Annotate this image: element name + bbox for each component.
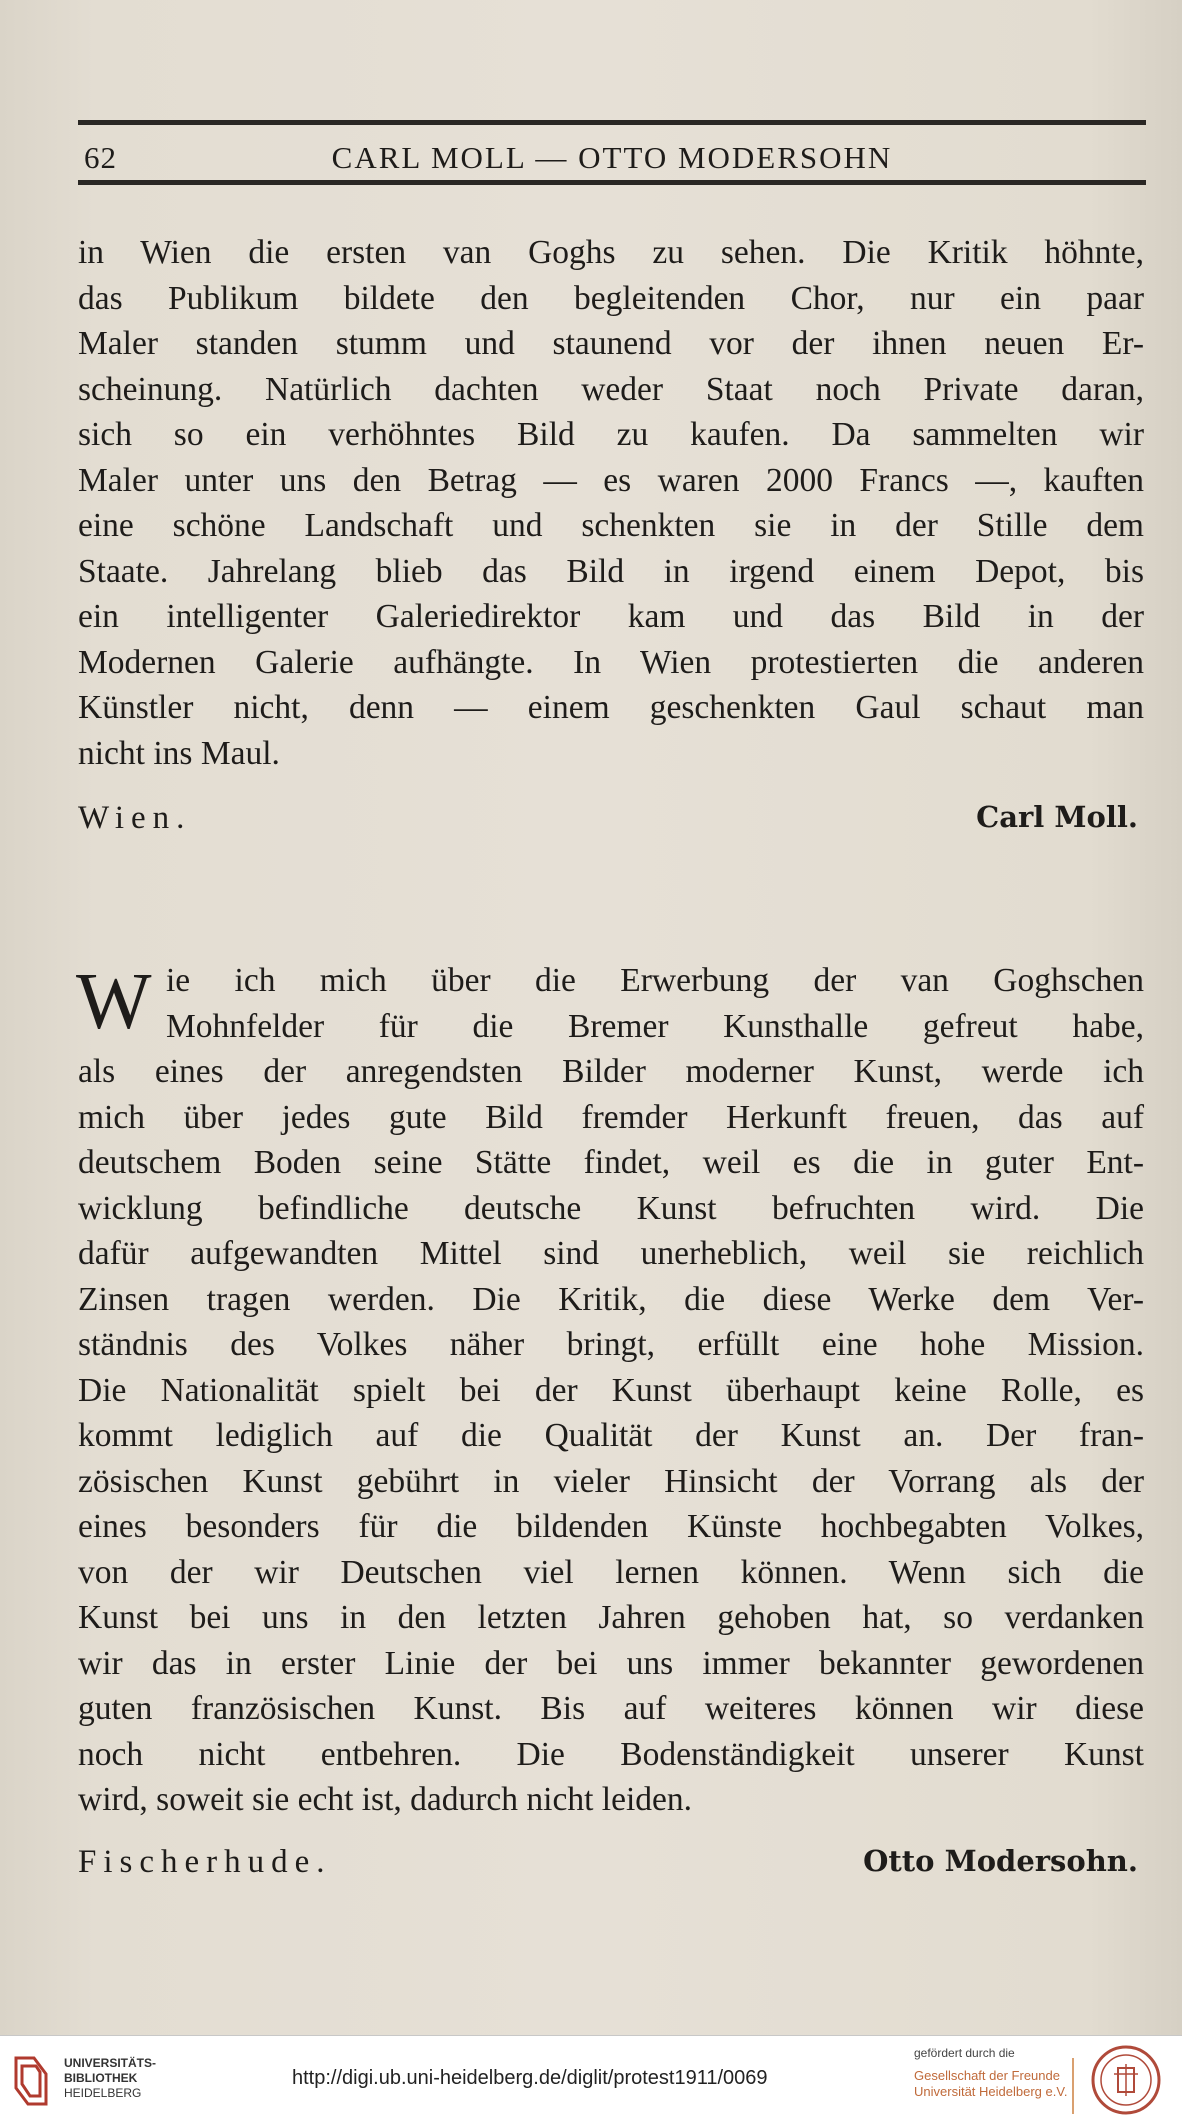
letter-carl-moll — [78, 230, 1144, 776]
signature-row-carl-moll — [78, 800, 1144, 850]
text-line: Kunst bei uns in den letzten Jahren gehoben hat, so verdanken — [78, 1599, 1144, 1636]
sponsor-divider — [1072, 2058, 1074, 2114]
source-url-link[interactable]: http://digi.ub.uni-heidelberg.de/diglit/protest1911/0069 — [292, 2067, 768, 2089]
text-line: dafür aufgewandten Mittel sind unerheblich, weil sie reichlich — [78, 1235, 1144, 1272]
text-line: Maler unter uns den Betrag — es waren 2000 Francs —, kauften — [78, 461, 1144, 499]
text-line: Mohnfelder für die Bremer Kunsthalle gefreut habe, — [166, 1007, 1144, 1045]
header-rule-top — [78, 120, 1146, 125]
signature-row-otto-modersohn — [78, 1844, 1144, 1894]
running-title: CARL MOLL — OTTO MODERSOHN — [331, 140, 893, 175]
text-line: wir das in erster Linie der bei uns immer bekannter gewordenen — [78, 1644, 1144, 1682]
text-line: Zinsen tragen werden. Die Kritik, die diese Werke dem Ver- — [78, 1280, 1144, 1318]
place-name: Fischerhude. — [78, 1844, 332, 1880]
text-line: wicklung befindliche deutsche Kunst befruchten wird. Die — [78, 1189, 1144, 1227]
text-line: deutschem Boden seine Stätte findet, weil es die in guter Ent- — [78, 1144, 1144, 1181]
text-line: als eines der anregendsten Bilder moderner Kunst, werde ich — [78, 1053, 1144, 1090]
drop-cap: W — [76, 958, 152, 1046]
text-line: das Publikum bildete den begleitenden Chor, nur ein paar — [78, 279, 1144, 317]
text-line: in Wien die ersten van Goghs zu sehen. Die Kritik höhnte, — [78, 234, 1144, 271]
place-name: Wien. — [78, 800, 192, 836]
header-rule-bottom — [78, 180, 1146, 185]
text-line: mich über jedes gute Bild fremder Herkunft freuen, das auf — [78, 1098, 1144, 1136]
letter-otto-modersohn — [78, 958, 1144, 1823]
text-line: noch nicht entbehren. Die Bodenständigkeit unserer Kunst — [78, 1735, 1144, 1773]
text-line: eine schöne Landschaft und schenkten sie in der Stille dem — [78, 507, 1144, 544]
university-seal-icon — [1090, 2044, 1162, 2116]
text-line: kommt lediglich auf die Qualität der Kunst an. Der fran- — [78, 1417, 1144, 1454]
text-line: eines besonders für die bildenden Künste hochbegabten Volkes, — [78, 1508, 1144, 1545]
text-line: ein intelligenter Galeriedirektor kam und das Bild in der — [78, 598, 1144, 635]
digitization-footer — [0, 2035, 1182, 2123]
author-signature: Otto Modersohn. — [863, 1844, 1138, 1878]
text-line: von der wir Deutschen viel lernen können. Wenn sich die — [78, 1553, 1144, 1591]
text-line: Modernen Galerie aufhängte. In Wien protestierten die anderen — [78, 643, 1144, 681]
text-line: Künstler nicht, denn — einem geschenkten Gaul schaut man — [78, 689, 1144, 726]
text-line: nicht ins Maul. — [78, 734, 280, 772]
text-line: Die Nationalität spielt bei der Kunst überhaupt keine Rolle, es — [78, 1371, 1144, 1409]
author-signature: Carl Moll. — [976, 800, 1138, 834]
text-line: ständnis des Volkes näher bringt, erfüllt eine hohe Mission. — [78, 1326, 1144, 1363]
text-line: W ie ich mich über die Erwerbung der van Goghschen — [76, 958, 1144, 1046]
ub-heidelberg-logo-icon — [10, 2052, 52, 2110]
library-name: UNIVERSITÄTS- BIBLIOTHEK HEIDELBERG — [64, 2056, 157, 2100]
text-line: wird, soweit sie echt ist, dadurch nicht leiden. — [78, 1781, 693, 1818]
text-line: scheinung. Natürlich dachten weder Staat noch Private daran, — [78, 370, 1144, 408]
sponsor-note: gefördert durch die Gesellschaft der Freunde Universität Heidelberg e.V. — [914, 2046, 1068, 2099]
text-line: zösischen Kunst gebührt in vieler Hinsicht der Vorrang als der — [78, 1462, 1144, 1500]
text-line: Maler standen stumm und staunend vor der ihnen neuen Er- — [78, 325, 1144, 362]
text-line: sich so ein verhöhntes Bild zu kaufen. Da sammelten wir — [78, 416, 1144, 453]
running-head — [78, 138, 1146, 178]
page-number: 62 — [84, 140, 117, 175]
text-line: guten französischen Kunst. Bis auf weiteres können wir diese — [78, 1690, 1144, 1727]
text-line: Staate. Jahrelang blieb das Bild in irgend einem Depot, bis — [78, 552, 1144, 590]
